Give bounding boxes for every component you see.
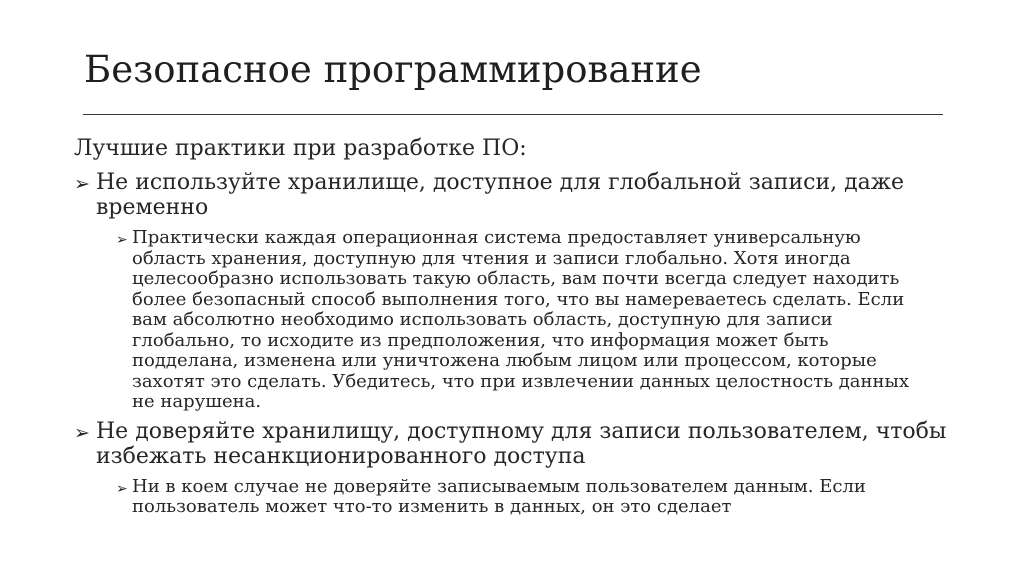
sub-bullet-text: Ни в коем случае не доверяйте записываемым пользователем данным. Если пользователь может что-то изменить в данных, он это сделает (132, 475, 866, 517)
bullet-item (74, 419, 954, 469)
sub-bullet-text: Практически каждая операционная система предоставляет универсальную область хранения, доступную для чтения и записи глобально. Хотя иногда целесообразно использовать такую область, вам почти всегда следует находить более безопасный способ выполнения того, что вы намереваетесь сделать. Если вам абсолютно необходимо использовать область, доступную для записи глобально, то исходите из предположения, что информация может быть подделана, изменена или уничтожена любым лицом или процессом, которые захотят это сделать. Убедитесь, что при извлечении данных целостность данных не нарушена. (132, 227, 910, 412)
intro-text: Лучшие практики при разработке ПО: (74, 136, 527, 161)
arrow-bullet-icon: ➢ (74, 173, 90, 195)
arrow-bullet-icon: ➢ (74, 421, 90, 444)
sub-bullet-item (116, 477, 954, 518)
slide-title: Безопасное программирование (84, 48, 702, 91)
bullet-item (74, 170, 954, 220)
arrow-bullet-icon: ➢ (116, 232, 128, 248)
title-divider (83, 114, 943, 115)
sub-bullet-item (116, 228, 954, 413)
bullet-text: Не используйте хранилище, доступное для глобальной записи, даже временно (96, 170, 905, 220)
slide-content (74, 136, 954, 524)
bullet-text: Не доверяйте хранилищу, доступному для записи пользователем, чтобы избежать несанкционированного доступа (96, 418, 947, 469)
arrow-bullet-icon: ➢ (116, 480, 128, 497)
